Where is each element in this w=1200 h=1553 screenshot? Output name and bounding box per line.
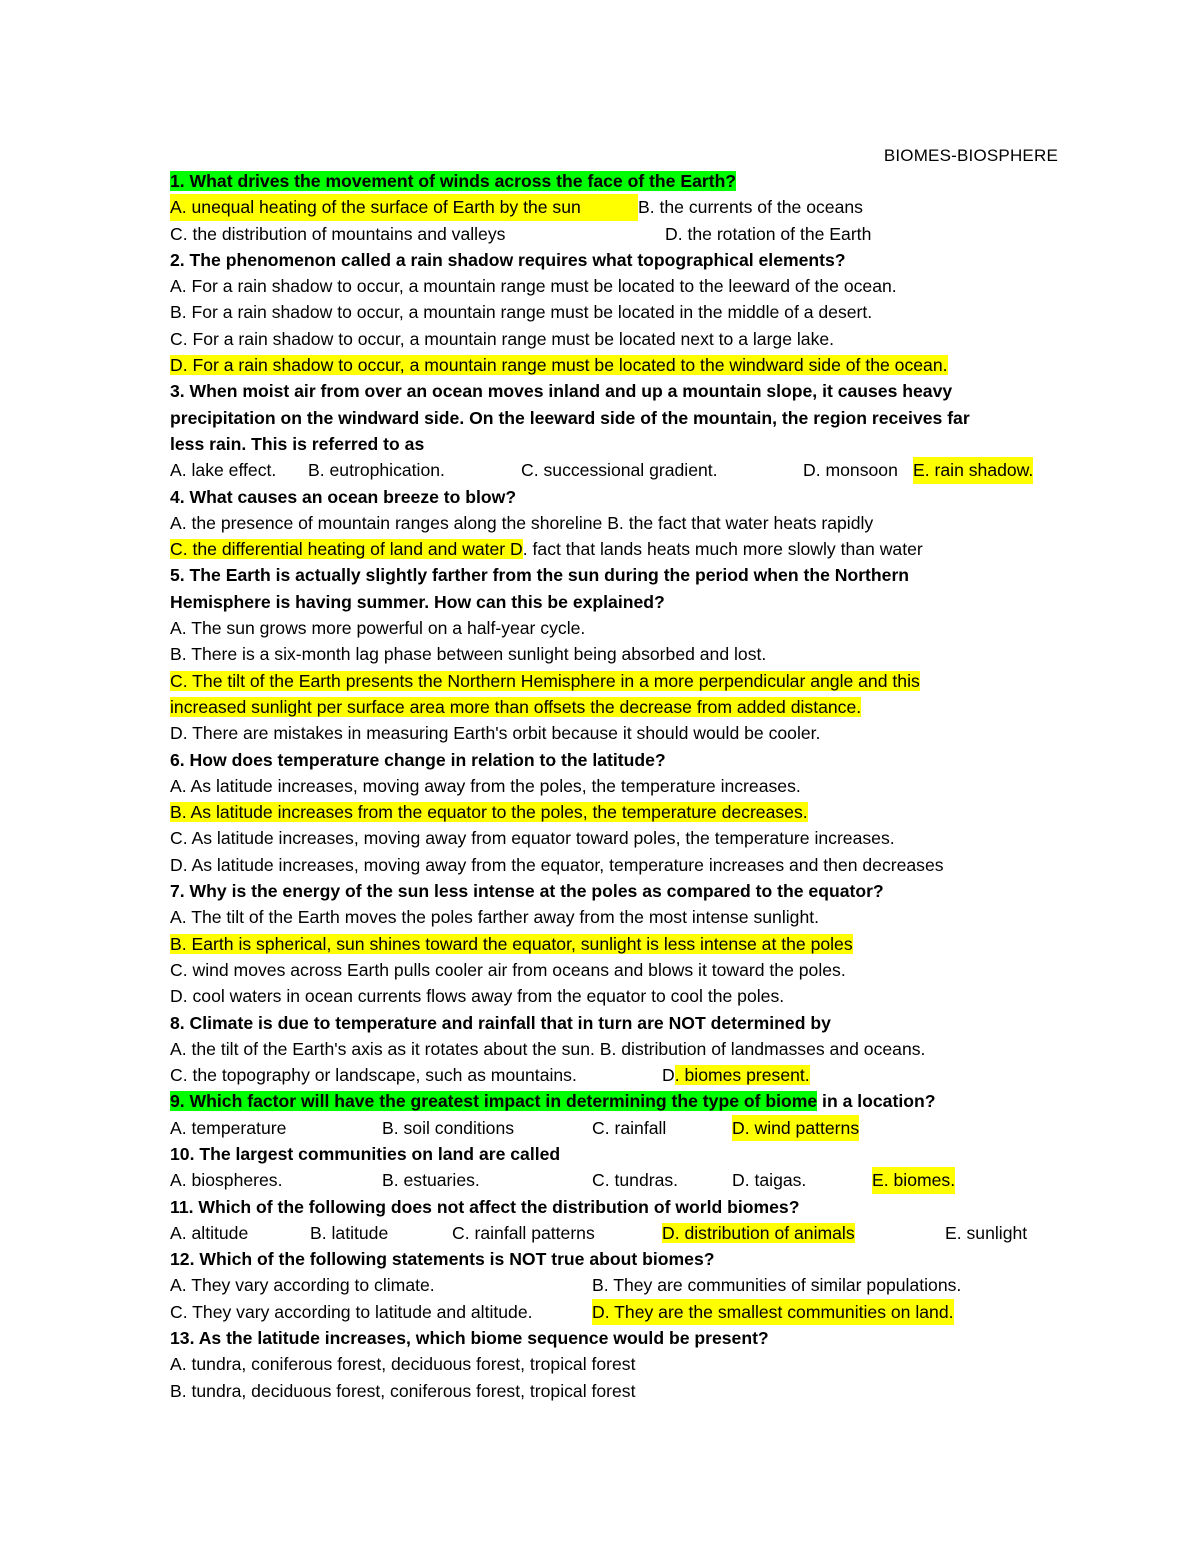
option-6b-row: [170, 799, 1070, 825]
option-2b: B. For a rain shadow to occur, a mountain range must be located in the middle of a desert.: [170, 302, 873, 323]
question-6: 6. How does temperature change in relation to the latitude?: [170, 749, 666, 770]
answer-10e: E. biomes.: [872, 1167, 955, 1193]
answer-5c-line-1: C. The tilt of the Earth presents the Northern Hemisphere in a more perpendicular angle and this: [170, 670, 920, 691]
option-1b: B. the currents of the oceans: [638, 197, 863, 218]
option-12b: B. They are communities of similar populations.: [592, 1275, 962, 1296]
question-3-options: [170, 457, 1070, 483]
option-4ab: A. the presence of mountain ranges along the shoreline B. the fact that water heats rapidly: [170, 512, 874, 533]
option-8ab: A. the tilt of the Earth's axis as it rotates about the sun. B. distribution of landmasses and oceans.: [170, 1038, 926, 1059]
question-13: 13. As the latitude increases, which biome sequence would be present?: [170, 1328, 769, 1349]
option-3d: D. monsoon: [803, 460, 898, 481]
question-8: 8. Climate is due to temperature and rainfall that in turn are NOT determined by: [170, 1012, 831, 1033]
option-1c: C. the distribution of mountains and valleys: [170, 223, 506, 244]
option-5a: A. The sun grows more powerful on a half-year cycle.: [170, 618, 586, 639]
option-9c: C. rainfall: [592, 1117, 667, 1138]
option-5d: D. There are mistakes in measuring Earth's orbit because it should would be cooler.: [170, 723, 821, 744]
option-11e: E. sunlight: [945, 1222, 1028, 1243]
question-10-options: [170, 1167, 1070, 1193]
answer-4c: C. the differential heating of land and water D: [170, 539, 523, 560]
option-13b: B. tundra, deciduous forest, coniferous forest, tropical forest: [170, 1380, 636, 1401]
question-9: [170, 1088, 1070, 1114]
answer-7b: B. Earth is spherical, sun shines toward the equator, sunlight is less intense at the poles: [170, 933, 853, 954]
question-12-options-cd: [170, 1299, 1070, 1325]
option-3b: B. eutrophication.: [308, 460, 445, 481]
answer-11d: D. distribution of animals: [662, 1222, 855, 1243]
option-3c: C. successional gradient.: [521, 460, 718, 481]
answer-12d: D. They are the smallest communities on land.: [592, 1299, 954, 1325]
option-11d-cell: [662, 1220, 945, 1246]
option-3a: A. lake effect.: [170, 460, 277, 481]
option-11a: A. altitude: [170, 1222, 249, 1243]
question-11-options: [170, 1220, 1070, 1246]
answer-5c-line-2: increased sunlight per surface area more than offsets the decrease from added distance.: [170, 696, 862, 717]
option-1d: D. the rotation of the Earth: [665, 223, 872, 244]
question-list: [170, 168, 1070, 1404]
page-header: BIOMES-BIOSPHERE: [883, 146, 1058, 165]
option-7d: D. cool waters in ocean currents flows away from the equator to cool the poles.: [170, 986, 785, 1007]
question-3-line-3: less rain. This is referred to as: [170, 433, 425, 454]
option-2d-row: [170, 352, 1070, 378]
question-4: 4. What causes an ocean breeze to blow?: [170, 486, 517, 507]
question-2: 2. The phenomenon called a rain shadow requires what topographical elements?: [170, 249, 846, 270]
question-5-line-1: 5. The Earth is actually slightly farther from the sun during the period when the Northern: [170, 565, 910, 586]
question-3-line-1: 3. When moist air from over an ocean moves inland and up a mountain slope, it causes heavy: [170, 381, 953, 402]
option-7a: A. The tilt of the Earth moves the poles farther away from the most intense sunlight.: [170, 907, 820, 928]
question-9-text: 9. Which factor will have the greatest impact in determining the type of biome: [170, 1091, 818, 1112]
option-8c: C. the topography or landscape, such as mountains.: [170, 1065, 577, 1086]
option-9b: B. soil conditions: [382, 1117, 515, 1138]
question-9-tail: in a location?: [817, 1091, 936, 1112]
option-13a: A. tundra, coniferous forest, deciduous forest, tropical forest: [170, 1354, 636, 1375]
question-1-text: 1. What drives the movement of winds across the face of the Earth?: [170, 171, 737, 191]
option-6a: A. As latitude increases, moving away from the poles, the temperature increases.: [170, 775, 801, 796]
answer-9d: D. wind patterns: [732, 1115, 859, 1141]
question-4-options-cd: [170, 536, 1070, 562]
option-7c: C. wind moves across Earth pulls cooler air from oceans and blows it toward the poles.: [170, 959, 846, 980]
option-9a: A. temperature: [170, 1117, 287, 1138]
option-10b: B. estuaries.: [382, 1170, 480, 1191]
option-10a: A. biospheres.: [170, 1170, 283, 1191]
question-5-line-2: Hemisphere is having summer. How can this be explained?: [170, 591, 665, 612]
answer-8d: . biomes present.: [674, 1065, 810, 1086]
question-11: 11. Which of the following does not affect the distribution of world biomes?: [170, 1196, 800, 1217]
question-7: 7. Why is the energy of the sun less intense at the poles as compared to the equator?: [170, 881, 884, 902]
answer-3e: E. rain shadow.: [913, 457, 1033, 483]
option-10c: C. tundras.: [592, 1170, 679, 1191]
question-12: 12. Which of the following statements is NOT true about biomes?: [170, 1249, 715, 1270]
option-5b: B. There is a six-month lag phase between sunlight being absorbed and lost.: [170, 644, 767, 665]
option-5c-row-1: [170, 668, 1070, 694]
option-7b-row: [170, 931, 1070, 957]
option-12a: A. They vary according to climate.: [170, 1275, 435, 1296]
answer-1a: A. unequal heating of the surface of Earth by the sun: [170, 194, 638, 220]
question-8-options-cd: [170, 1062, 1070, 1088]
option-2a: A. For a rain shadow to occur, a mountain range must be located to the leeward of the ocean.: [170, 276, 897, 297]
question-1-options-ab: [170, 194, 1070, 220]
option-6c: C. As latitude increases, moving away from equator toward poles, the temperature increases.: [170, 828, 895, 849]
question-1: [170, 168, 1070, 194]
option-11c: C. rainfall patterns: [452, 1222, 595, 1243]
question-1-options-cd: [170, 221, 1070, 247]
question-3-line-2: precipitation on the windward side. On the leeward side of the mountain, the region receives far: [170, 407, 970, 428]
option-2c: C. For a rain shadow to occur, a mountain range must be located next to a large lake.: [170, 328, 835, 349]
option-11b: B. latitude: [310, 1222, 389, 1243]
answer-2d: D. For a rain shadow to occur, a mountain range must be located to the windward side of the ocean.: [170, 355, 948, 376]
option-6d: D. As latitude increases, moving away from the equator, temperature increases and then decreases: [170, 854, 944, 875]
option-12c: C. They vary according to latitude and altitude.: [170, 1301, 533, 1322]
option-10d: D. taigas.: [732, 1170, 807, 1191]
question-12-options-ab: [170, 1272, 1070, 1298]
question-10: 10. The largest communities on land are called: [170, 1143, 561, 1164]
option-4d: . fact that lands heats much more slowly than water: [522, 539, 923, 560]
question-9-options: [170, 1115, 1070, 1141]
option-8d-prefix: D: [662, 1065, 675, 1086]
option-5c-row-2: [170, 694, 1070, 720]
answer-6b: B. As latitude increases from the equator to the poles, the temperature decreases.: [170, 802, 808, 823]
